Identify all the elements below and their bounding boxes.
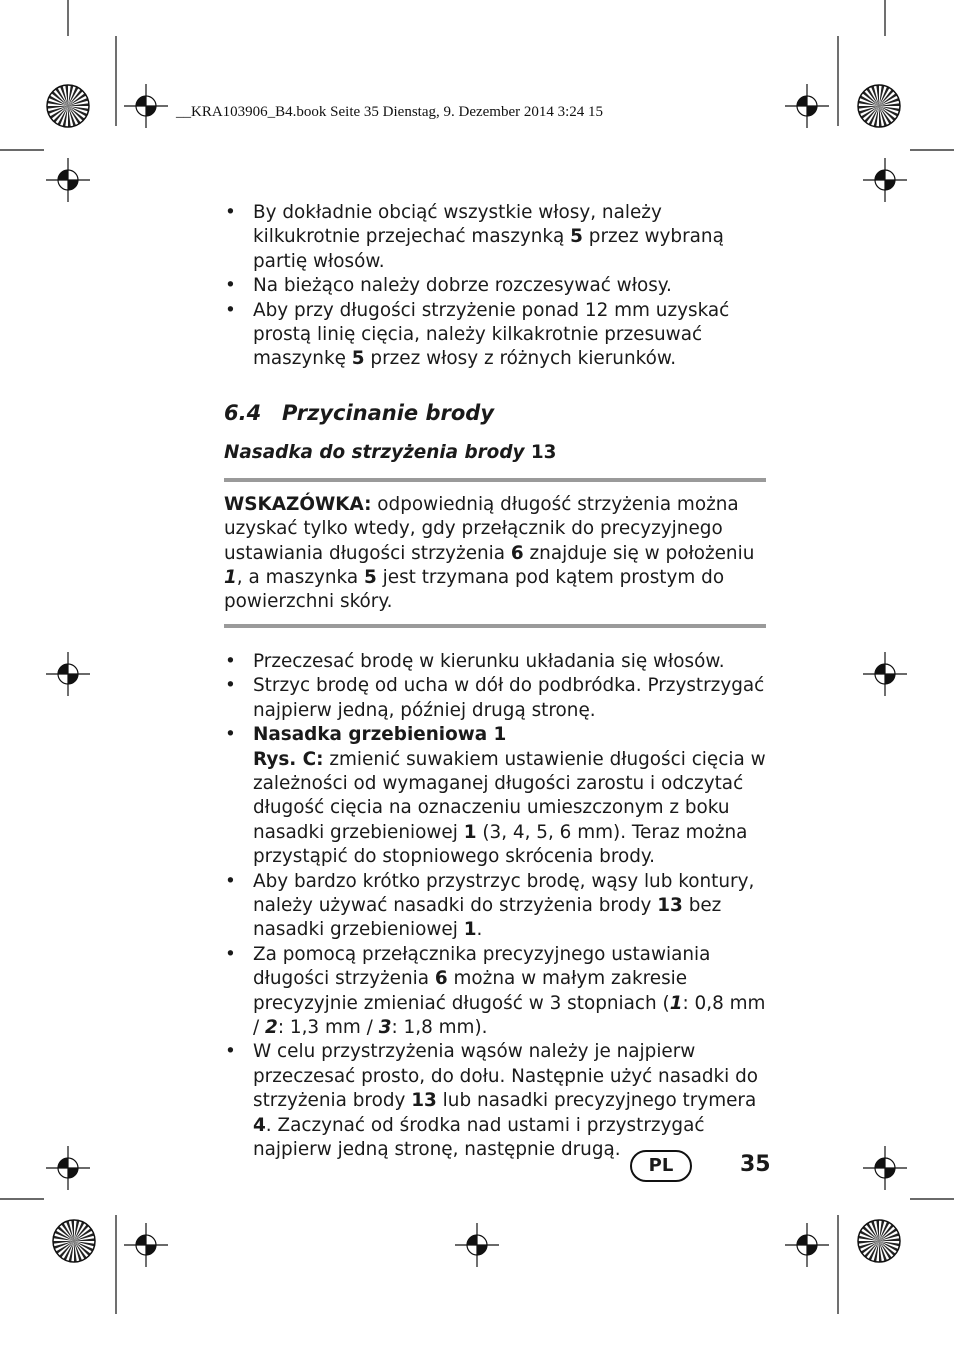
list-item: • Za pomocą przełącznika precyzyjnego ustawiania długości strzyżenia 6 można w małym zakresie precyzyjnie zmieniać długość w 3 stopniach (1: 0,8 mm / 2: 1,3 mm / 3: 1,8 mm). — [224, 943, 770, 1041]
page-content — [224, 201, 770, 1162]
registration-mark-icon — [124, 84, 168, 128]
list-item: • Aby przy długości strzyżenie ponad 12 mm uzyskać prostą linię cięcia, należy kilkakrotnie przesuwać maszynkę 5 przez włosy z różnych kierunków. — [224, 299, 770, 372]
registration-mark-icon — [46, 1146, 90, 1190]
section-number: 6.4 — [224, 400, 262, 425]
section-heading — [224, 399, 770, 427]
subheading: Nasadka do strzyżenia brody 13 — [224, 441, 557, 463]
list-item: • Aby bardzo krótko przystrzyc brodę, wąsy lub kontury, należy używać nasadki do strzyżenia brody 13 bez nasadki grzebieniowej 1. — [224, 870, 770, 943]
registration-mark-icon — [863, 652, 907, 696]
language-badge: PL — [630, 1150, 692, 1182]
registration-mark-icon — [863, 158, 907, 202]
print-header: __KRA103906_B4.book Seite 35 Dienstag, 9. Dezember 2014 3:24 15 — [176, 104, 604, 120]
list-item: • Przeczesać brodę w kierunku układania się włosów. — [224, 650, 770, 674]
registration-mark-icon — [124, 1223, 168, 1267]
list-item: • W celu przystrzyżenia wąsów należy je najpierw przeczesać prosto, do dołu. Następnie użyć nasadki do strzyżenia brody 13 lub nasadki precyzyjnego trymera 4. Zaczynać od środka nad ustami i przystrzygać najpierw jedną stronę, następnie drugą. — [224, 1040, 770, 1162]
list-item: • Strzyc brodę od ucha w dół do podbródka. Przystrzygać najpierw jedną, później drugą stronę. — [224, 674, 770, 723]
starburst-target-icon — [53, 1220, 95, 1262]
starburst-target-icon — [47, 85, 89, 127]
registration-mark-icon — [785, 84, 829, 128]
note-box: WSKAZÓWKA: odpowiednią długość strzyżenia można uzyskać tylko wtedy, gdy przełącznik do precyzyjnego ustawiania długości strzyżenia 6 znajduje się w położeniu 1, a maszynka 5 jest trzymana pod kątem prostym do powierzchni skóry. — [224, 478, 766, 628]
registration-mark-icon — [455, 1223, 499, 1267]
note-label: WSKAZÓWKA: — [224, 493, 372, 515]
starburst-target-icon — [858, 85, 900, 127]
page-number: 35 — [740, 1152, 771, 1177]
section-title: Przycinanie brody — [282, 400, 495, 425]
registration-mark-icon — [785, 1223, 829, 1267]
bullet-list-main — [224, 650, 770, 1163]
registration-mark-icon — [46, 158, 90, 202]
list-item: • Nasadka grzebieniowa 1 Rys. C: zmienić suwakiem ustawienie długości cięcia w zależności od wymaganej długości zarostu i odczytać długość cięcia na oznaczeniu umieszczonym z boku nasadki grzebieniowej 1 (3, 4, 5, 6 mm). Teraz można przystąpić do stopniowego skrócenia brody. — [224, 723, 770, 869]
registration-mark-icon — [863, 1146, 907, 1190]
registration-mark-icon — [46, 652, 90, 696]
list-item: • By dokładnie obciąć wszystkie włosy, należy kilkukrotnie przejechać maszynką 5 przez wybraną partię włosów. — [224, 201, 770, 274]
starburst-target-icon — [858, 1220, 900, 1262]
item-title: Nasadka grzebieniowa 1 — [253, 724, 507, 746]
bullet-list-top — [224, 201, 770, 372]
list-item: • Na bieżąco należy dobrze rozczesywać włosy. — [224, 274, 770, 298]
